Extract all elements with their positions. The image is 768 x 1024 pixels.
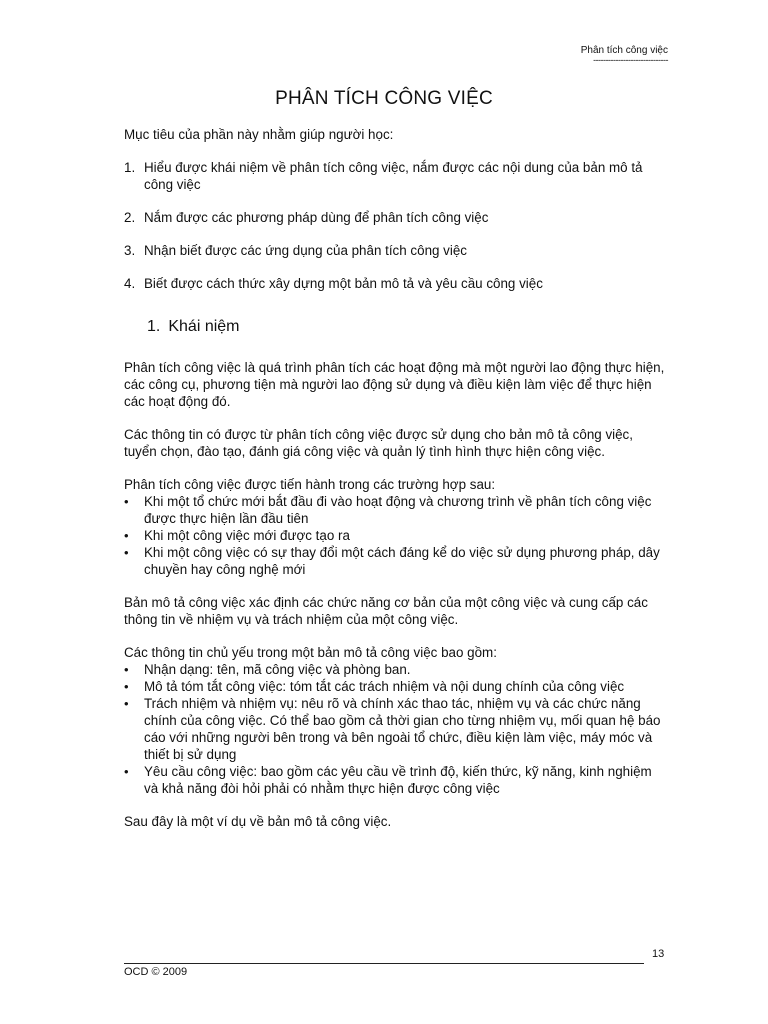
list-item [124, 661, 668, 678]
bullet-icon: • [124, 696, 129, 711]
objective-text: Nắm được các phương pháp dùng để phân tích công việc [144, 210, 489, 225]
main-content [124, 126, 668, 846]
list-item [124, 493, 668, 527]
footer-divider [124, 963, 644, 964]
objectives-list [124, 159, 668, 292]
bullet-icon: • [124, 494, 129, 509]
bullet-icon: • [124, 528, 129, 543]
list-item [124, 678, 668, 695]
example-paragraph: Sau đây là một ví dụ về bản mô tả công việc. [124, 814, 392, 829]
list-item [124, 763, 668, 797]
list-item-text: Yêu cầu công việc: bao gồm các yêu cầu về trình độ, kiến thức, kỹ năng, kinh nghiệm và khả năng đòi hỏi phải có nhằm thực hiện được công việc [144, 764, 652, 796]
intro-text: Mục tiêu của phần này nhằm giúp người học: [124, 127, 394, 142]
section-heading [124, 318, 668, 335]
objective-item [124, 242, 668, 259]
objective-number: 4. [124, 276, 136, 291]
objective-number: 3. [124, 243, 136, 258]
list-item-text: Khi một công việc có sự thay đổi một cách đáng kể do việc sử dụng phương pháp, dây chuyền hay công nghệ mới [144, 545, 660, 577]
section-heading-text: Khái niệm [168, 318, 240, 335]
list-item [124, 544, 668, 578]
objective-text: Hiểu được khái niệm về phân tích công việc, nắm được các nội dung của bản mô tả công việc [144, 160, 643, 192]
list-item-text: Trách nhiệm và nhiệm vụ: nêu rõ và chính xác thao tác, nhiệm vụ và các chức năng chính của công việc. Có thể bao gồm cả thời gian cho từng nhiệm vụ, mối quan hệ báo cáo với những người bên trong và bên ngoài tổ chức, điều kiện làm việc, máy móc và thiết bị sử dụng [144, 696, 661, 762]
usage-paragraph: Các thông tin có được từ phân tích công việc được sử dụng cho bản mô tả công việc, tuyển chọn, đào tạo, đánh giá công việc và quản lý tình hình thực hiện công việc. [124, 427, 633, 459]
definition-paragraph: Phân tích công việc là quá trình phân tích các hoạt động mà một người lao động thực hiện, các công cụ, phương tiện mà người lao động sử dụng và điều kiện làm việc để thực hiện các hoạt động đó. [124, 360, 665, 409]
list-item [124, 695, 668, 763]
objective-item [124, 209, 668, 226]
running-header [581, 45, 668, 64]
footer-copyright: OCD © 2009 [124, 966, 188, 978]
page-number: 13 [652, 948, 665, 960]
list-item-text: Mô tả tóm tắt công việc: tóm tắt các trách nhiệm và nội dung chính của công việc [144, 679, 625, 694]
job-description-paragraph: Bản mô tả công việc xác định các chức năng cơ bản của một công việc và cung cấp các thông tin về nhiệm vụ và trách nhiệm của một công việc. [124, 595, 648, 627]
objective-item [124, 159, 668, 193]
cases-lead: Phân tích công việc được tiến hành trong các trường hợp sau: [124, 477, 496, 492]
objective-item [124, 275, 668, 292]
objective-number: 1. [124, 160, 136, 175]
list-item-text: Khi một công việc mới được tạo ra [144, 528, 350, 543]
contents-list [124, 661, 668, 797]
running-header-underline: ------------------------------ [593, 55, 668, 65]
section-number: 1. [147, 318, 161, 335]
bullet-icon: • [124, 545, 129, 560]
objective-number: 2. [124, 210, 136, 225]
bullet-icon: • [124, 662, 129, 677]
objective-text: Biết được cách thức xây dựng một bản mô tả và yêu cầu công việc [144, 276, 543, 291]
bullet-icon: • [124, 764, 129, 779]
running-header-title: Phân tích công việc [580, 45, 668, 56]
cases-list [124, 493, 668, 578]
page-title: PHÂN TÍCH CÔNG VIỆC [275, 88, 493, 109]
list-item-text: Nhận dạng: tên, mã công việc và phòng ban. [144, 662, 411, 677]
bullet-icon: • [124, 679, 129, 694]
objective-text: Nhận biết được các ứng dụng của phân tích công việc [144, 243, 467, 258]
contents-lead: Các thông tin chủ yếu trong một bản mô tả công việc bao gồm: [124, 645, 497, 660]
list-item-text: Khi một tổ chức mới bắt đầu đi vào hoạt động và chương trình về phân tích công việc được thực hiện lần đầu tiên [144, 494, 652, 526]
list-item [124, 527, 668, 544]
